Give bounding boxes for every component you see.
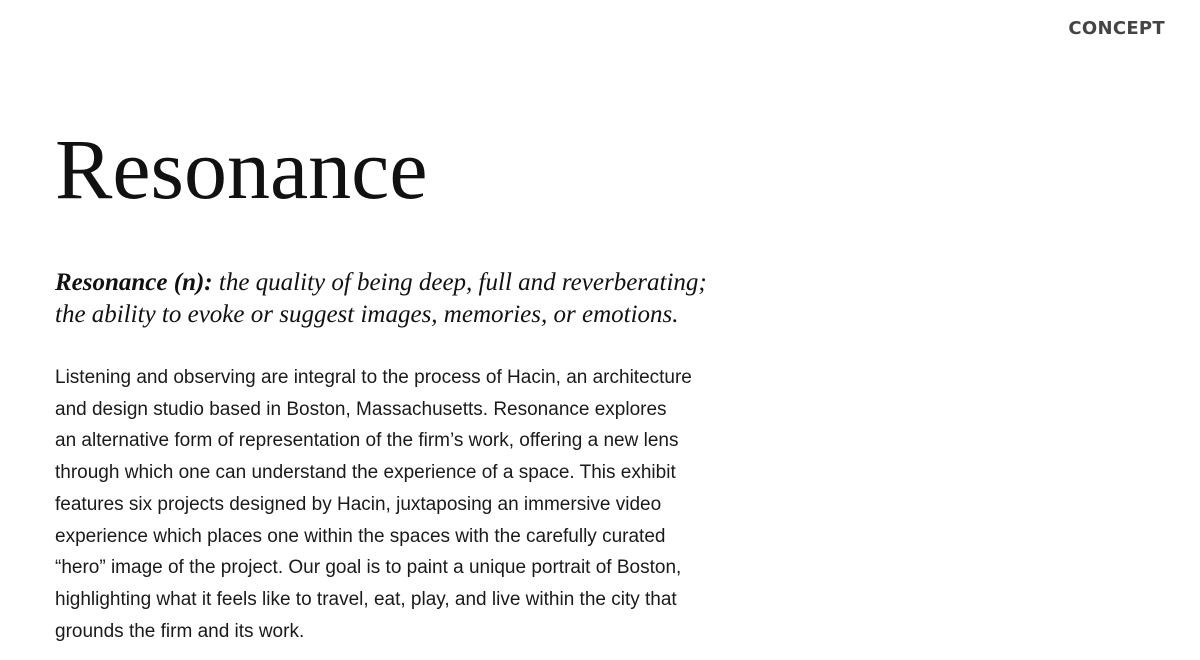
definition-text-line-2: the ability to evoke or suggest images, memories, or emotions.: [55, 301, 679, 328]
body-paragraph: [55, 362, 735, 647]
definition-term: Resonance (n):: [55, 269, 213, 296]
section-label: CONCEPT: [1068, 18, 1165, 39]
body-line: grounds the firm and its work.: [55, 620, 305, 642]
page-title: Resonance: [55, 121, 428, 217]
body-line: highlighting what it feels like to travel, eat, play, and live within the city that: [55, 588, 677, 610]
body-line: experience which places one within the spaces with the carefully curated: [55, 525, 666, 547]
body-line: features six projects designed by Hacin, juxtaposing an immersive video: [55, 493, 662, 515]
body-line: through which one can understand the experience of a space. This exhibit: [55, 462, 676, 484]
body-line: an alternative form of representation of the firm’s work, offering a new lens: [55, 430, 679, 452]
body-line: “hero” image of the project. Our goal is to paint a unique portrait of Boston,: [55, 557, 682, 579]
definition: [55, 267, 745, 331]
body-line: Listening and observing are integral to the process of Hacin, an architecture: [55, 367, 692, 388]
definition-text: the quality of being deep, full and reverberating;: [212, 269, 707, 296]
body-line: and design studio based in Boston, Massachusetts. Resonance explores: [55, 398, 667, 420]
